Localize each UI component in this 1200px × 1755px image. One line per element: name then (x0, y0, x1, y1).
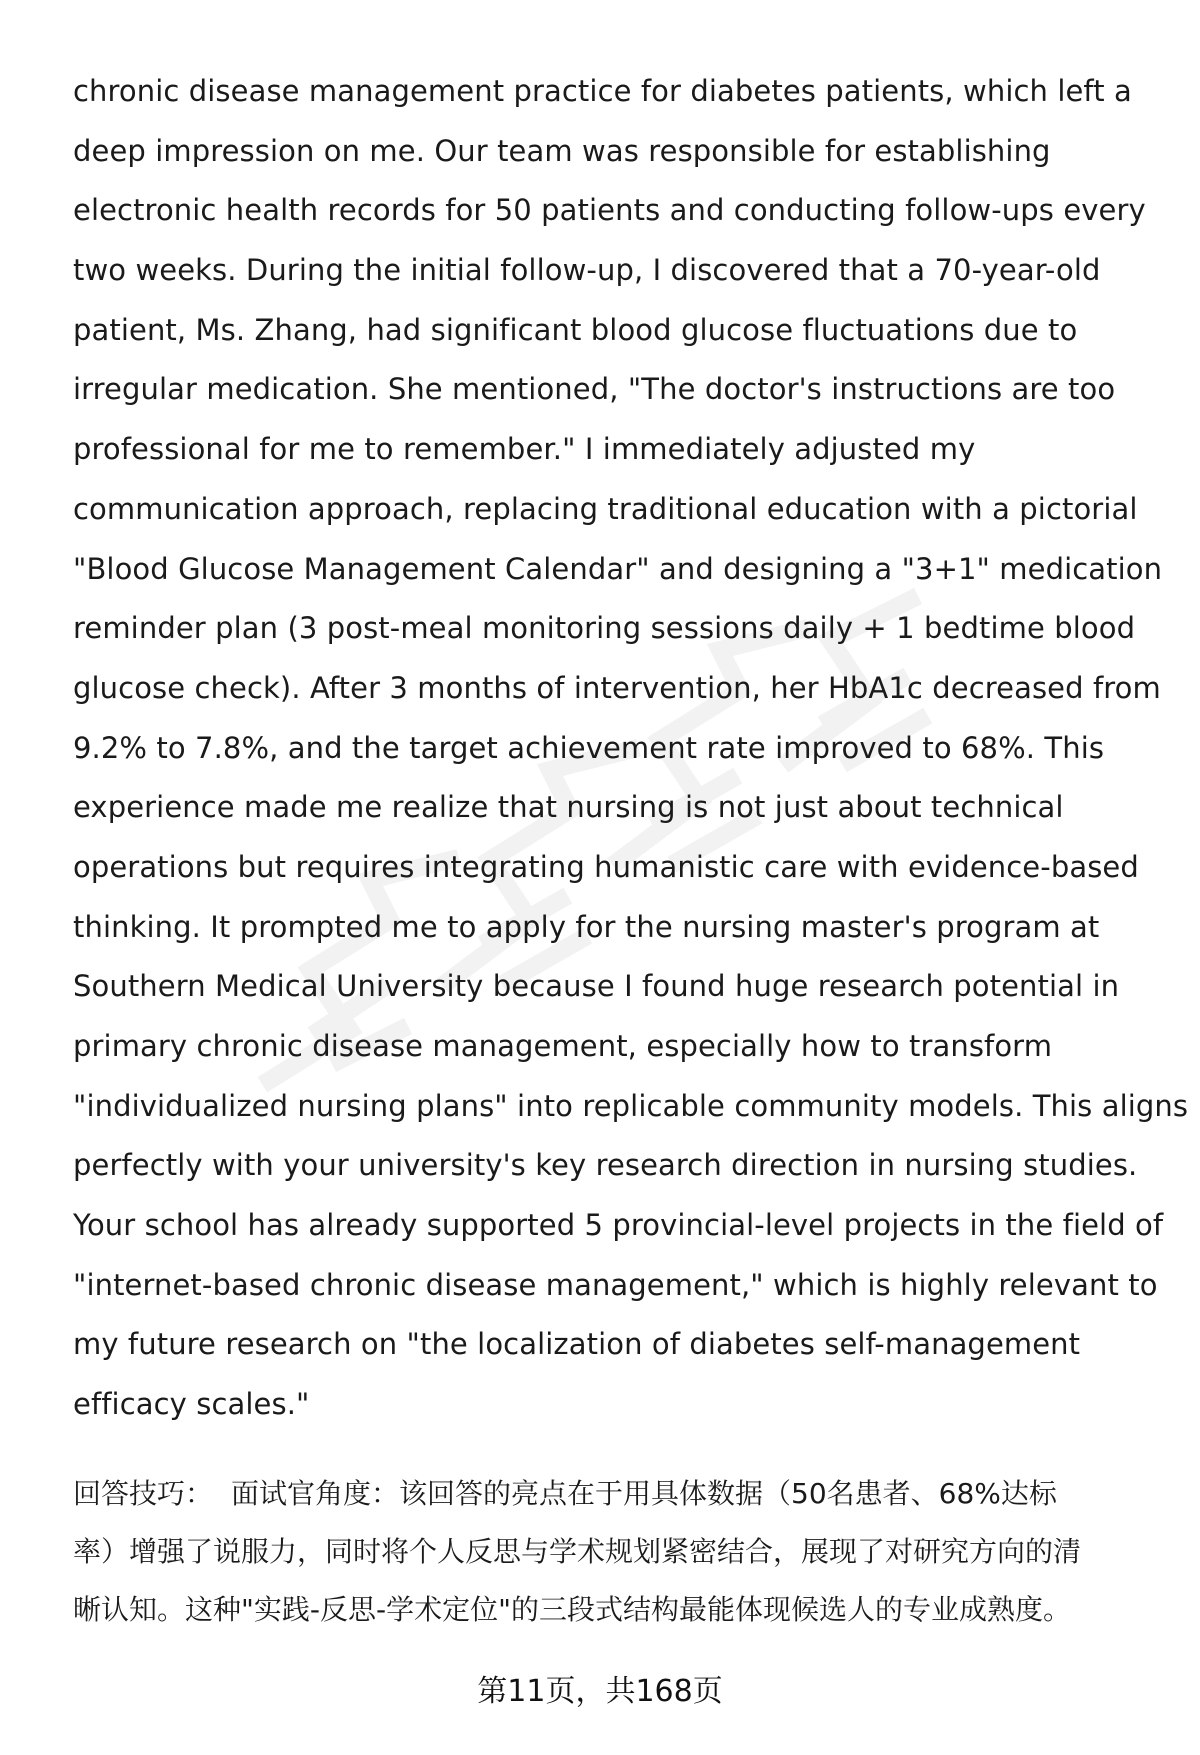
body-line: chronic disease management practice for diabetes patients, which left a (73, 74, 1132, 108)
body-line: glucose check). After 3 months of intervention, her HbA1c decreased from (73, 670, 1161, 705)
body-line: Your school has already supported 5 provincial-level projects in the field of (73, 1208, 1164, 1243)
body-line: efficacy scales." (73, 1387, 310, 1422)
body-line: patient, Ms. Zhang, had significant blood glucose fluctuations due to (73, 312, 1078, 347)
tip-text: 面试官角度：该回答的亮点在于用具体数据（50名患者、68%达标 (231, 1477, 1057, 1510)
tip-line (73, 1465, 1163, 1523)
body-line: experience made me realize that nursing is not just about technical (73, 790, 1064, 825)
body-line: reminder plan (3 post-meal monitoring sessions daily + 1 bedtime blood (73, 611, 1136, 646)
body-line: two weeks. During the initial follow-up, I discovered that a 70-year-old (73, 253, 1101, 288)
body-line: deep impression on me. Our team was responsible for establishing (73, 133, 1051, 168)
body-line: 9.2% to 7.8%, and the target achievement rate improved to 68%. This (73, 730, 1105, 765)
tip-label: 回答技巧： (73, 1477, 214, 1510)
body-line: communication approach, replacing traditional education with a pictorial (73, 491, 1138, 526)
page-number: 第11页，共168页 (477, 1674, 723, 1709)
essay-body (73, 62, 1189, 1435)
answer-tip (73, 1465, 1163, 1639)
body-line: "individualized nursing plans" into replicable community models. This aligns (73, 1088, 1189, 1123)
body-line: perfectly with your university's key research direction in nursing studies. (73, 1148, 1138, 1183)
body-line: electronic health records for 50 patients and conducting follow-ups every (73, 193, 1146, 228)
body-line: operations but requires integrating humanistic care with evidence-based (73, 849, 1139, 884)
body-line: "Blood Glucose Management Calendar" and designing a "3+1" medication (73, 551, 1163, 586)
body-line: my future research on "the localization of diabetes self-management (73, 1327, 1081, 1362)
tip-line: 率）增强了说服力，同时将个人反思与学术规划紧密结合，展现了对研究方向的清 (73, 1535, 1082, 1568)
body-line: primary chronic disease management, especially how to transform (73, 1029, 1053, 1063)
body-line: "internet-based chronic disease management," which is highly relevant to (73, 1267, 1158, 1302)
body-line: irregular medication. She mentioned, "The doctor's instructions are too (73, 372, 1116, 407)
body-line: thinking. It prompted me to apply for the nursing master's program at (73, 909, 1100, 944)
tip-line: 晰认知。这种"实践-反思-学术定位"的三段式结构最能体现候选人的专业成熟度。 (73, 1593, 1071, 1626)
body-line: Southern Medical University because I found huge research potential in (73, 969, 1120, 1004)
body-line: professional for me to remember." I immediately adjusted my (73, 432, 976, 467)
